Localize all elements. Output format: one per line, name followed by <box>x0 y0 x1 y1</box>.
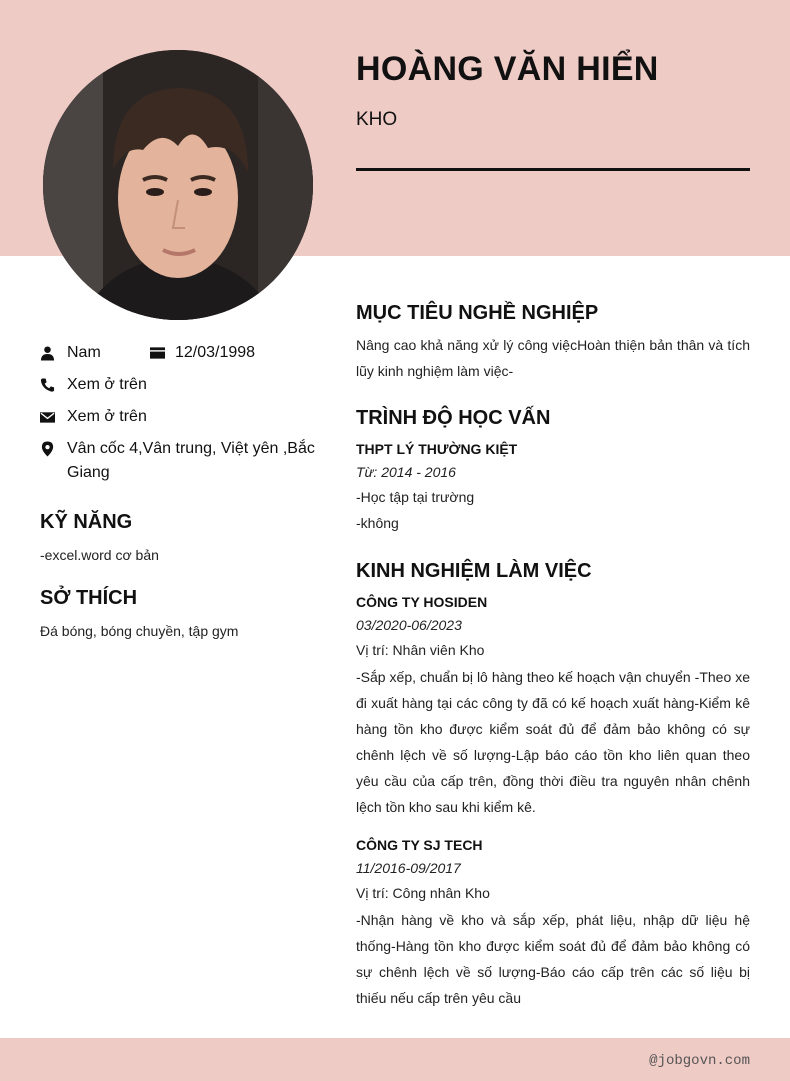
birthday-row <box>150 341 310 365</box>
gender-value: Nam <box>67 344 101 361</box>
school-name: THPT LÝ THƯỜNG KIỆT <box>356 441 518 457</box>
education-line-1: -Học tập tại trường <box>356 489 475 505</box>
email-row <box>40 405 310 429</box>
hobbies-heading: SỞ THÍCH <box>40 587 138 609</box>
job-description: -Nhận hàng về kho và sắp xếp, phát liệu, nhập dữ liệu hệ thống-Hàng tồn kho được kiểm soát đủ để đảm bảo không có sự chênh lệch về số lượng-Báo cáo cấp trên các số liệu bị thiếu nếu cấp trên yêu cầu <box>356 912 750 1006</box>
phone-value: Xem ở trên <box>67 376 147 393</box>
company-name: CÔNG TY HOSIDEN <box>356 594 488 610</box>
job-description: -Sắp xếp, chuẩn bị lô hàng theo kế hoạch vận chuyển -Theo xe đi xuất hàng tại các công ty đã có kế hoạch xuất hàng-Kiểm kê hàng tồn kho được kiểm soát đủ để đảm bảo không có sự chênh lệch về số lượng-Lập báo cáo tồn kho liên quan theo yêu cầu của cấp trên, đồng thời điều tra nguyên nhân chênh lệch tồn kho sau khi kiểm kê. <box>356 669 750 815</box>
address-value: Vân cốc 4,Vân trung, Việt yên ,Bắc Giang <box>67 440 315 481</box>
calendar-icon <box>150 345 165 361</box>
person-icon <box>40 345 55 361</box>
email-value: Xem ở trên <box>67 408 147 425</box>
job-position: Vị trí: Nhân viên Kho <box>356 642 485 658</box>
objective-heading: MỤC TIÊU NGHỀ NGHIỆP <box>356 302 599 324</box>
hobbies-text: Đá bóng, bóng chuyền, tập gym <box>40 623 239 639</box>
experience-heading: KINH NGHIỆM LÀM VIỆC <box>356 560 592 582</box>
skills-text: -excel.word cơ bản <box>40 547 159 563</box>
phone-row <box>40 373 310 397</box>
job-position: Vị trí: Công nhân Kho <box>356 885 490 901</box>
profile-photo <box>43 50 313 320</box>
education-heading: TRÌNH ĐỘ HỌC VẤN <box>356 407 551 429</box>
envelope-icon <box>40 409 55 425</box>
birthday-value: 12/03/1998 <box>175 344 256 361</box>
school-period: Từ: 2014 - 2016 <box>356 464 456 480</box>
gender-row <box>40 341 150 365</box>
objective-text: Nâng cao khả năng xử lý công việcHoàn thiện bản thân và tích lũy kinh nghiệm làm việc- <box>356 337 750 379</box>
address-row <box>40 437 320 485</box>
skills-heading: KỸ NĂNG <box>40 511 133 533</box>
map-pin-icon <box>40 440 55 458</box>
header-divider <box>356 168 750 171</box>
job-period: 03/2020-06/2023 <box>356 617 462 633</box>
watermark: @jobgovn.com <box>649 1053 750 1069</box>
company-name: CÔNG TY SJ TECH <box>356 837 483 853</box>
job-period: 11/2016-09/2017 <box>356 860 461 876</box>
job-title: KHO <box>356 109 398 130</box>
phone-icon <box>40 377 55 393</box>
education-line-2: -không <box>356 515 399 531</box>
candidate-name: HOÀNG VĂN HIỂN <box>356 50 659 88</box>
